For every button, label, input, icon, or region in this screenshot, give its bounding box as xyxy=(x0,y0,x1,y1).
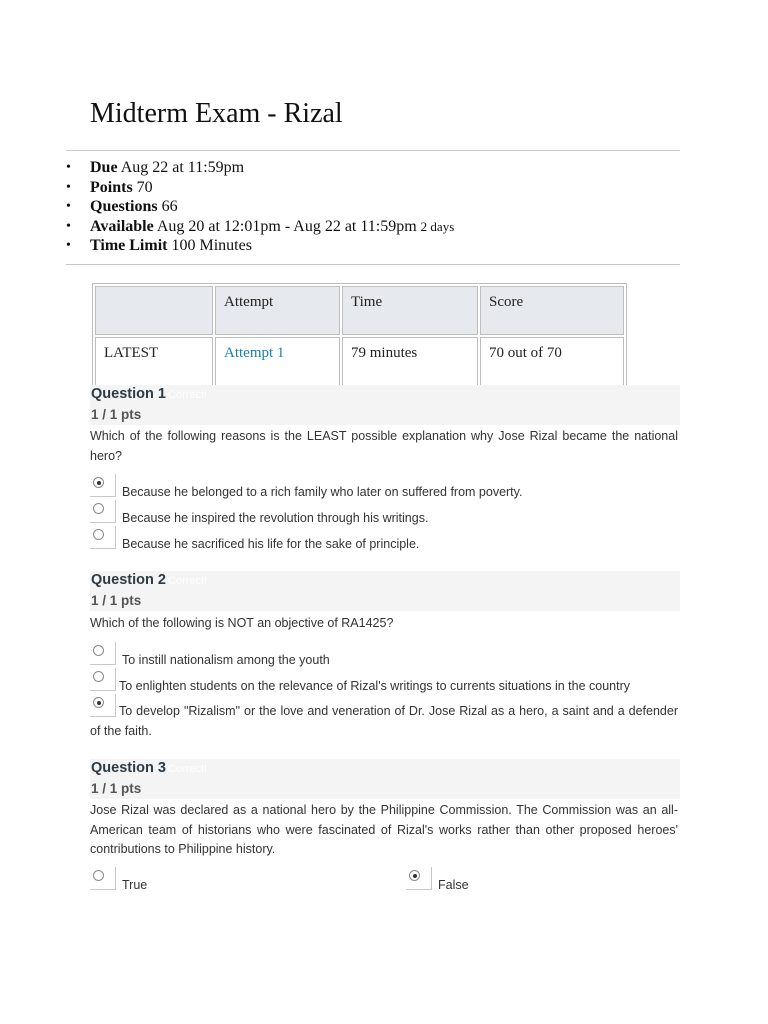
time-limit-value: 100 Minutes xyxy=(171,237,252,254)
divider xyxy=(66,264,680,265)
attempt-link[interactable]: Attempt 1 xyxy=(224,345,285,361)
question-number: Question 1 xyxy=(91,386,166,402)
radio-box xyxy=(90,526,116,549)
radio-box xyxy=(90,668,116,691)
radio-box xyxy=(90,500,116,523)
answer-label: True xyxy=(122,878,148,892)
radio-selected-icon[interactable] xyxy=(93,477,104,488)
due-value: Aug 22 at 11:59pm xyxy=(120,159,245,176)
question-points: 1 / 1 pts xyxy=(91,593,142,608)
answer-label: Because he sacrificed his life for the sake of principle. xyxy=(122,537,420,551)
attempts-table xyxy=(92,283,627,389)
question-points: 1 / 1 pts xyxy=(91,407,142,422)
time-limit-item xyxy=(66,236,454,256)
table-row xyxy=(95,337,624,386)
radio-box xyxy=(90,867,116,890)
questions-label: Questions xyxy=(90,198,158,215)
radio-icon[interactable] xyxy=(93,503,104,514)
attempt-cell xyxy=(215,337,340,386)
table-header-attempt: Attempt xyxy=(215,286,340,335)
points-value: 70 xyxy=(136,178,153,196)
question-1-header xyxy=(90,385,680,425)
question-title xyxy=(91,760,207,776)
question-number: Question 3 xyxy=(91,760,166,776)
question-2-header xyxy=(90,571,680,611)
table-header-empty xyxy=(95,286,213,335)
question-1-text: Which of the following reasons is the LEAST possible explanation why Jose Rizal became the national hero? xyxy=(90,429,678,463)
answer-label: False xyxy=(438,878,469,892)
attempt-score: 70 out of 70 xyxy=(480,337,624,386)
table-header-time: Time xyxy=(342,286,478,335)
available-item xyxy=(66,217,454,237)
radio-icon[interactable] xyxy=(93,529,104,540)
table-header-row xyxy=(95,286,624,335)
radio-box xyxy=(90,642,116,665)
questions-item xyxy=(66,197,454,217)
page-title: Midterm Exam - Rizal xyxy=(90,98,343,129)
radio-icon[interactable] xyxy=(93,671,104,682)
answer-label: Because he belonged to a rich family who later on suffered from poverty. xyxy=(122,485,523,499)
question-title xyxy=(91,386,207,402)
radio-selected-icon[interactable] xyxy=(409,870,420,881)
due-label: Due xyxy=(90,159,118,176)
answer-label: To develop "Rizalism" or the love and veneration of Dr. Jose Rizal as a hero, a saint and a defender of the faith. xyxy=(90,704,678,738)
radio-icon[interactable] xyxy=(93,870,104,881)
question-3-text: Jose Rizal was declared as a national hero by the Philippine Commission. The Commission was an all-American team of historians who were fascinated of Rizal's works rather than other proposed heroes' contributions to Philippine history. xyxy=(90,803,678,856)
radio-box xyxy=(406,867,432,890)
answer-label: To instill nationalism among the youth xyxy=(122,653,330,667)
answer-label: Because he inspired the revolution through his writings. xyxy=(122,511,429,525)
radio-box xyxy=(90,474,116,497)
questions-value: 66 xyxy=(161,198,178,215)
question-title xyxy=(91,572,207,588)
question-3-header xyxy=(90,759,680,799)
available-duration: 2 days xyxy=(420,218,455,234)
attempt-time: 79 minutes xyxy=(342,337,478,386)
available-label: Available xyxy=(90,217,154,235)
question-number: Question 2 xyxy=(91,572,166,588)
answer-label: To enlighten students on the relevance of Rizal's writings to currents situations in the country xyxy=(119,679,630,693)
divider xyxy=(66,150,680,151)
attempt-row-label: LATEST xyxy=(95,337,213,386)
due-item xyxy=(66,158,454,178)
question-status: Correct! xyxy=(167,389,208,401)
points-item xyxy=(66,178,454,198)
question-status: Correct! xyxy=(167,763,208,775)
question-2-text: Which of the following is NOT an objective of RA1425? xyxy=(90,616,394,630)
radio-icon[interactable] xyxy=(93,645,104,656)
question-status: Correct! xyxy=(167,575,208,587)
available-value: Aug 20 at 12:01pm - Aug 22 at 11:59pm xyxy=(156,217,417,235)
time-limit-label: Time Limit xyxy=(90,237,168,254)
quiz-details-list xyxy=(66,158,454,256)
points-label: Points xyxy=(90,178,133,196)
table-header-score: Score xyxy=(480,286,624,335)
question-points: 1 / 1 pts xyxy=(91,781,142,796)
